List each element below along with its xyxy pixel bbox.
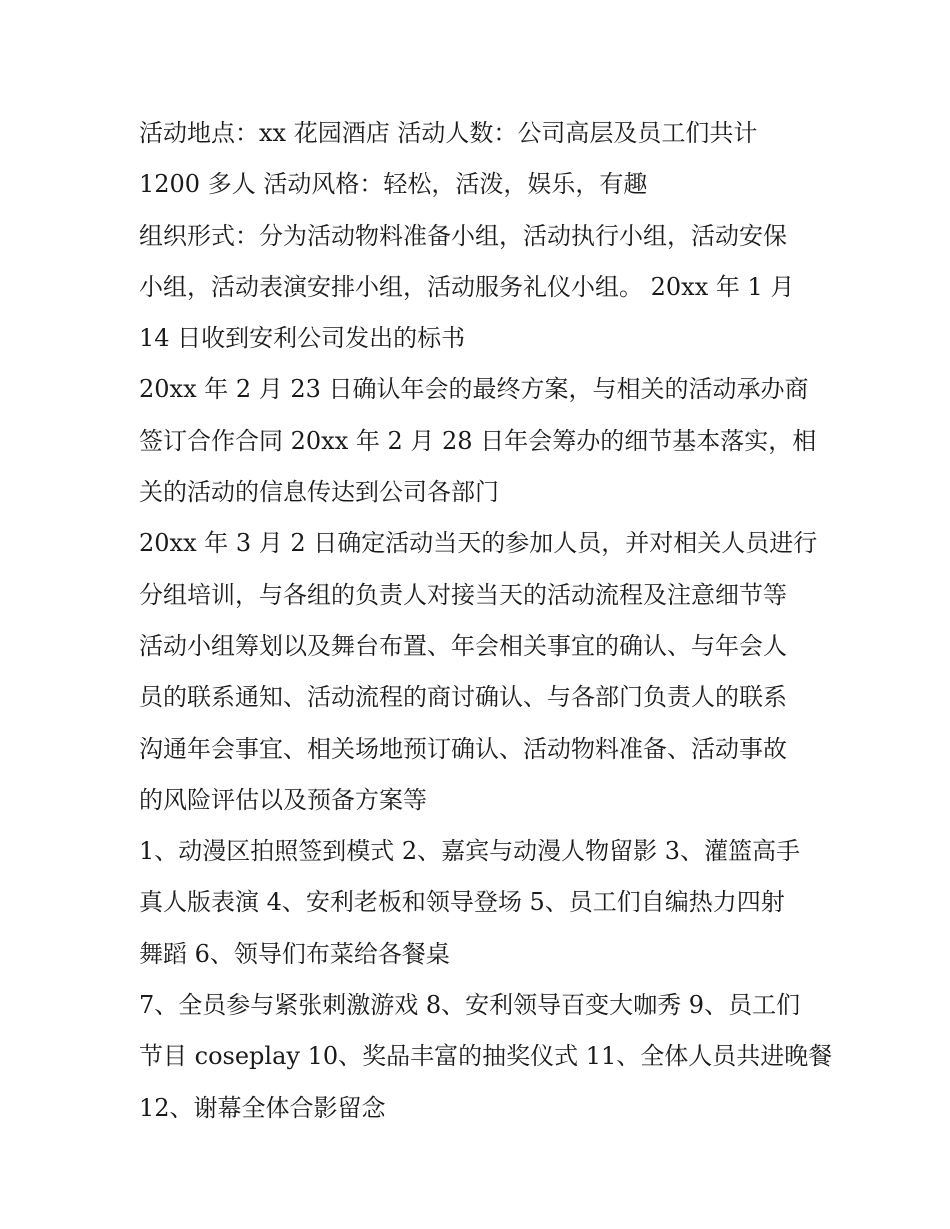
text-line-14: 的风险评估以及预备方案等 bbox=[139, 785, 427, 814]
text-line-18: 7、全员参与紧张刺激游戏 8、安利领导百变大咖秀 9、员工们 bbox=[139, 991, 801, 1020]
text-line-5: 14 日收到安利公司发出的标书 bbox=[139, 324, 466, 353]
text-line-9: 20xx 年 3 月 2 日确定活动当天的参加人员，并对相关人员进行 bbox=[139, 529, 818, 558]
text-line-6: 20xx 年 2 月 23 日确认年会的最终方案，与相关的活动承办商 bbox=[139, 375, 809, 404]
document-body bbox=[139, 108, 833, 1134]
text-line-12: 员的联系通知、活动流程的商讨确认、与各部门负责人的联系 bbox=[139, 683, 787, 712]
text-line-15: 1、动漫区拍照签到模式 2、嘉宾与动漫人物留影 3、灌篮高手 bbox=[139, 837, 801, 866]
text-line-19: 节目 coseplay 10、奖品丰富的抽奖仪式 11、全体人员共进晚餐 bbox=[139, 1042, 833, 1071]
text-line-11: 活动小组筹划以及舞台布置、年会相关事宜的确认、与年会人 bbox=[139, 631, 787, 660]
text-line-8: 关的活动的信息传达到公司各部门 bbox=[139, 478, 499, 507]
text-line-16: 真人版表演 4、安利老板和领导登场 5、员工们自编热力四射 bbox=[139, 888, 785, 917]
text-line-2: 1200 多人 活动风格：轻松，活泼，娱乐，有趣 bbox=[139, 170, 648, 199]
text-line-20: 12、谢幕全体合影留念 bbox=[139, 1093, 386, 1122]
text-line-1: 活动地点：xx 花园酒店 活动人数：公司高层及员工们共计 bbox=[139, 119, 758, 147]
text-line-17: 舞蹈 6、领导们布菜给各餐桌 bbox=[139, 939, 450, 968]
text-line-3: 组织形式：分为活动物料准备小组，活动执行小组，活动安保 bbox=[139, 221, 787, 250]
text-line-10: 分组培训，与各组的负责人对接当天的活动流程及注意细节等 bbox=[139, 580, 787, 609]
text-line-7: 签订合作合同 20xx 年 2 月 28 日年会筹办的细节基本落实，相 bbox=[139, 426, 817, 455]
text-line-13: 沟通年会事宜、相关场地预订确认、活动物料准备、活动事故 bbox=[139, 734, 787, 763]
text-line-4: 小组，活动表演安排小组，活动服务礼仪小组。 20xx 年 1 月 bbox=[139, 272, 795, 301]
